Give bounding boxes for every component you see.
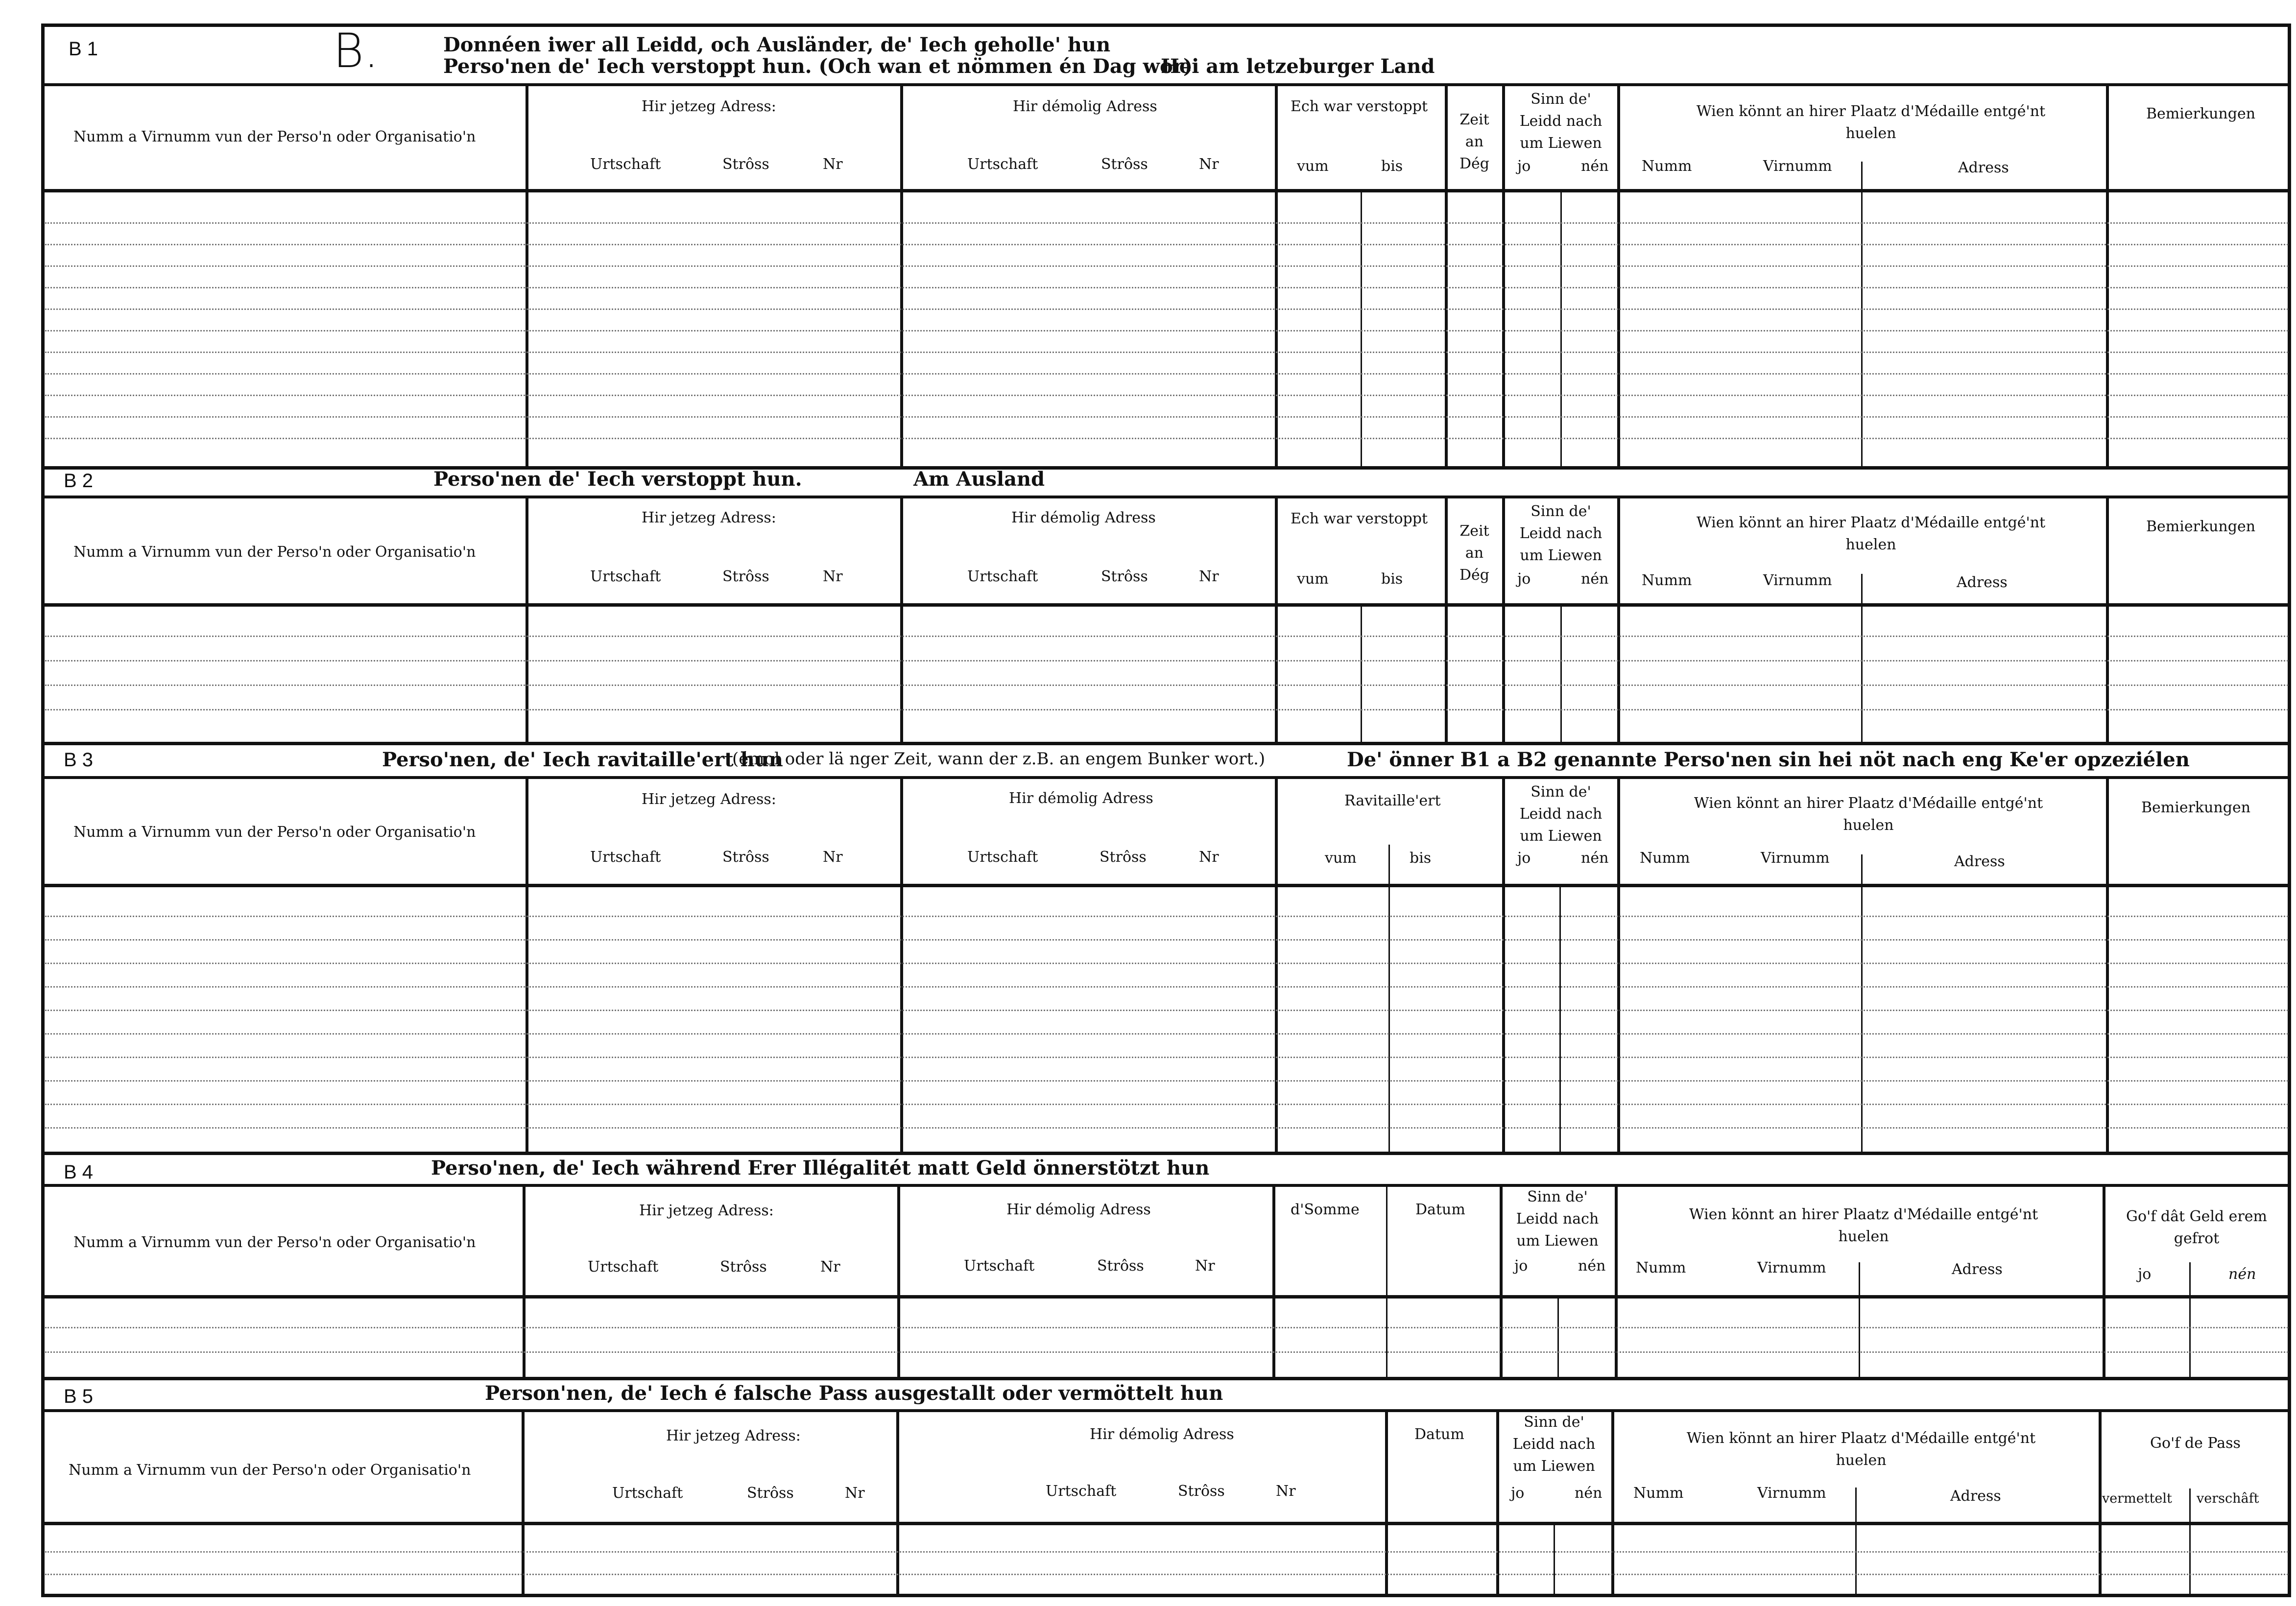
section-code: B 4 (64, 1161, 94, 1183)
col-remarks: Bemierkungen (2146, 518, 2256, 535)
col-nr: Nr (1276, 1483, 1296, 1500)
col-street: Strôss (1178, 1483, 1225, 1500)
col-firstname: Virnumm (1763, 158, 1832, 175)
entry-area-b2[interactable] (45, 610, 2288, 740)
col-yes: jo (1517, 158, 1531, 175)
col-to: bis (1381, 158, 1403, 175)
col-alive: Sinn de' Leidd nach um Liewen (1516, 1188, 1599, 1250)
col-former-address: Hir démolig Adress (1013, 98, 1157, 115)
col-address: Adress (1958, 159, 2009, 176)
col-from: vum (1297, 158, 1329, 175)
col-remarks: Bemierkungen (2141, 799, 2251, 816)
col-address: Adress (1950, 1488, 2001, 1505)
col-no: nén (1581, 570, 1609, 588)
col-current-address: Hir jetzeg Adress: (642, 509, 776, 526)
col-name: Numm a Virnumm vun der Perso'n oder Organisatio'n (73, 128, 476, 145)
section-title: Perso'nen, de' Iech ravitaille'ert hun (382, 748, 783, 771)
col-no: nén (2228, 1266, 2256, 1283)
col-nr: Nr (823, 568, 843, 585)
col-yes: jo (1517, 570, 1531, 588)
col-current-address: Hir jetzeg Adress: (666, 1427, 801, 1444)
col-firstname: Virnumm (1763, 572, 1832, 589)
col-name: Numm a Virnumm vun der Perso'n oder Organisatio'n (73, 824, 476, 841)
col-yes: jo (1514, 1257, 1528, 1275)
col-to: bis (1410, 850, 1432, 867)
col-medal: Wien könnt an hirer Plaatz d'Médaille entgé'nt huelen (1696, 514, 2046, 553)
section-title-line-1: Donnéen iwer all Leidd, och Ausländer, de' Iech geholle' hun (443, 33, 1111, 56)
col-current-address: Hir jetzeg Adress: (639, 1202, 774, 1219)
col-street: Strôss (1100, 849, 1147, 866)
col-nr: Nr (823, 849, 843, 866)
col-alive: Sinn de' Leidd nach um Liewen (1519, 91, 1602, 152)
section-title: Perso'nen, de' Iech während Erer Illégalitét matt Geld önnerstötzt hun (431, 1157, 1210, 1180)
col-pass: Go'f de Pass (2150, 1435, 2241, 1452)
section-title: Person'nen, de' Iech é falsche Pass ausgestallt oder vermöttelt hun (485, 1382, 1223, 1405)
col-yes: jo (1517, 850, 1531, 867)
col-date: Datum (1414, 1426, 1464, 1443)
col-alive: Sinn de' Leidd nach um Liewen (1519, 503, 1602, 564)
form-letter: B. (333, 24, 379, 78)
section-title-extra: De' önner B1 a B2 genannte Perso'nen sin hei nöt nach eng Ke'er opzeziélen (1347, 748, 2190, 771)
col-name: Numm a Virnumm vun der Perso'n oder Organisatio'n (69, 1462, 471, 1479)
col-address: Adress (1954, 853, 2005, 870)
col-place: Urtschaft (967, 568, 1038, 585)
col-from: vum (1325, 850, 1357, 867)
section-title-line-2: Perso'nen de' Iech verstoppt hun. (Och wan et nömmen én Dag wor) (443, 55, 1193, 78)
col-nr: Nr (820, 1258, 840, 1275)
col-medal: Wien könnt an hirer Plaatz d'Médaille entgé'nt huelen (1689, 1206, 2038, 1245)
col-former-address: Hir démolig Adress (1009, 790, 1153, 807)
col-name: Numm a Virnumm vun der Perso'n oder Organisatio'n (73, 1234, 476, 1251)
col-nr: Nr (1195, 1257, 1215, 1275)
col-street: Strôss (720, 1258, 767, 1275)
col-time: Zeit an Dég (1459, 522, 1489, 584)
col-address: Adress (1957, 574, 2008, 591)
col-surname: Numm (1636, 1259, 1686, 1276)
col-yes: jo (2138, 1266, 2152, 1283)
col-yes: jo (1511, 1485, 1525, 1502)
col-former-address: Hir démolig Adress (1006, 1201, 1151, 1218)
section-code: B 5 (64, 1386, 94, 1407)
col-hidden: Ech war verstoppt (1291, 510, 1428, 527)
col-hidden: Ech war verstoppt (1291, 98, 1428, 115)
col-alive: Sinn de' Leidd nach um Liewen (1519, 783, 1602, 845)
section-title-note: (émol oder lä nger Zeit, wann der z.B. an engem Bunker wort.) (732, 749, 1266, 769)
col-medal: Wien könnt an hirer Plaatz d'Médaille entgé'nt huelen (1686, 1430, 2036, 1469)
col-no: nén (1581, 158, 1609, 175)
col-to: bis (1381, 570, 1403, 588)
col-place: Urtschaft (588, 1258, 659, 1275)
section-title: Perso'nen de' Iech verstoppt hun. (433, 468, 802, 491)
col-alive: Sinn de' Leidd nach um Liewen (1512, 1414, 1596, 1475)
entry-area-b5[interactable] (45, 1528, 2288, 1595)
col-place: Urtschaft (967, 849, 1038, 866)
col-former-address: Hir démolig Adress (1011, 509, 1156, 526)
col-no: nén (1578, 1257, 1606, 1275)
section-code: B 1 (69, 38, 98, 60)
col-nr: Nr (1199, 156, 1219, 173)
section-code: B 3 (64, 749, 94, 771)
col-street: Strôss (1101, 156, 1148, 173)
col-gift: Go'f dât Geld erem gefrot (2126, 1208, 2267, 1247)
col-street: Strôss (1097, 1257, 1144, 1275)
section-title-extra: Am Ausland (913, 468, 1045, 491)
col-place: Urtschaft (964, 1257, 1035, 1275)
col-former-address: Hir démolig Adress (1090, 1426, 1234, 1443)
col-current-address: Hir jetzeg Adress: (642, 791, 776, 808)
col-place: Urtschaft (590, 849, 661, 866)
col-place: Urtschaft (590, 156, 661, 173)
col-nr: Nr (823, 156, 843, 173)
col-street: Strôss (722, 156, 769, 173)
col-sum: d'Somme (1291, 1201, 1360, 1218)
col-place: Urtschaft (612, 1485, 683, 1502)
col-street: Strôss (722, 849, 769, 866)
col-medal: Wien könnt an hirer Plaatz d'Médaille entgé'nt huelen (1696, 103, 2046, 142)
col-street: Strôss (1101, 568, 1148, 585)
col-place: Urtschaft (1046, 1483, 1117, 1500)
col-street: Strôss (747, 1485, 794, 1502)
col-nr: Nr (1199, 849, 1219, 866)
entry-area-b3[interactable] (45, 891, 2288, 1150)
col-time: Zeit an Dég (1459, 111, 1489, 172)
col-from: vum (1297, 570, 1329, 588)
col-date: Datum (1415, 1201, 1465, 1218)
col-surname: Numm (1642, 572, 1692, 589)
col-no: nén (1581, 850, 1609, 867)
col-nr: Nr (845, 1485, 865, 1502)
col-remarks: Bemierkungen (2146, 105, 2256, 122)
col-issued: verschâft (2197, 1491, 2259, 1506)
col-current-address: Hir jetzeg Adress: (642, 98, 776, 115)
col-address: Adress (1952, 1261, 2003, 1278)
col-no: nén (1575, 1485, 1602, 1502)
col-firstname: Virnumm (1757, 1259, 1826, 1276)
col-place: Urtschaft (590, 568, 661, 585)
col-firstname: Virnumm (1761, 850, 1830, 867)
section-code: B 2 (64, 470, 94, 492)
entry-area-b4[interactable] (45, 1301, 2288, 1375)
col-nr: Nr (1199, 568, 1219, 585)
col-firstname: Virnumm (1757, 1485, 1826, 1502)
col-supplied: Ravitaille'ert (1344, 792, 1441, 809)
col-surname: Numm (1633, 1485, 1684, 1502)
col-name: Numm a Virnumm vun der Perso'n oder Organisatio'n (73, 543, 476, 561)
col-mediated: vermettelt (2102, 1491, 2172, 1506)
col-surname: Numm (1640, 850, 1690, 867)
col-medal: Wien könnt an hirer Plaatz d'Médaille entgé'nt huelen (1694, 795, 2043, 834)
col-surname: Numm (1642, 158, 1692, 175)
section-title-extra: Hei am letzeburger Land (1161, 55, 1435, 78)
col-place: Urtschaft (967, 156, 1038, 173)
col-street: Strôss (722, 568, 769, 585)
